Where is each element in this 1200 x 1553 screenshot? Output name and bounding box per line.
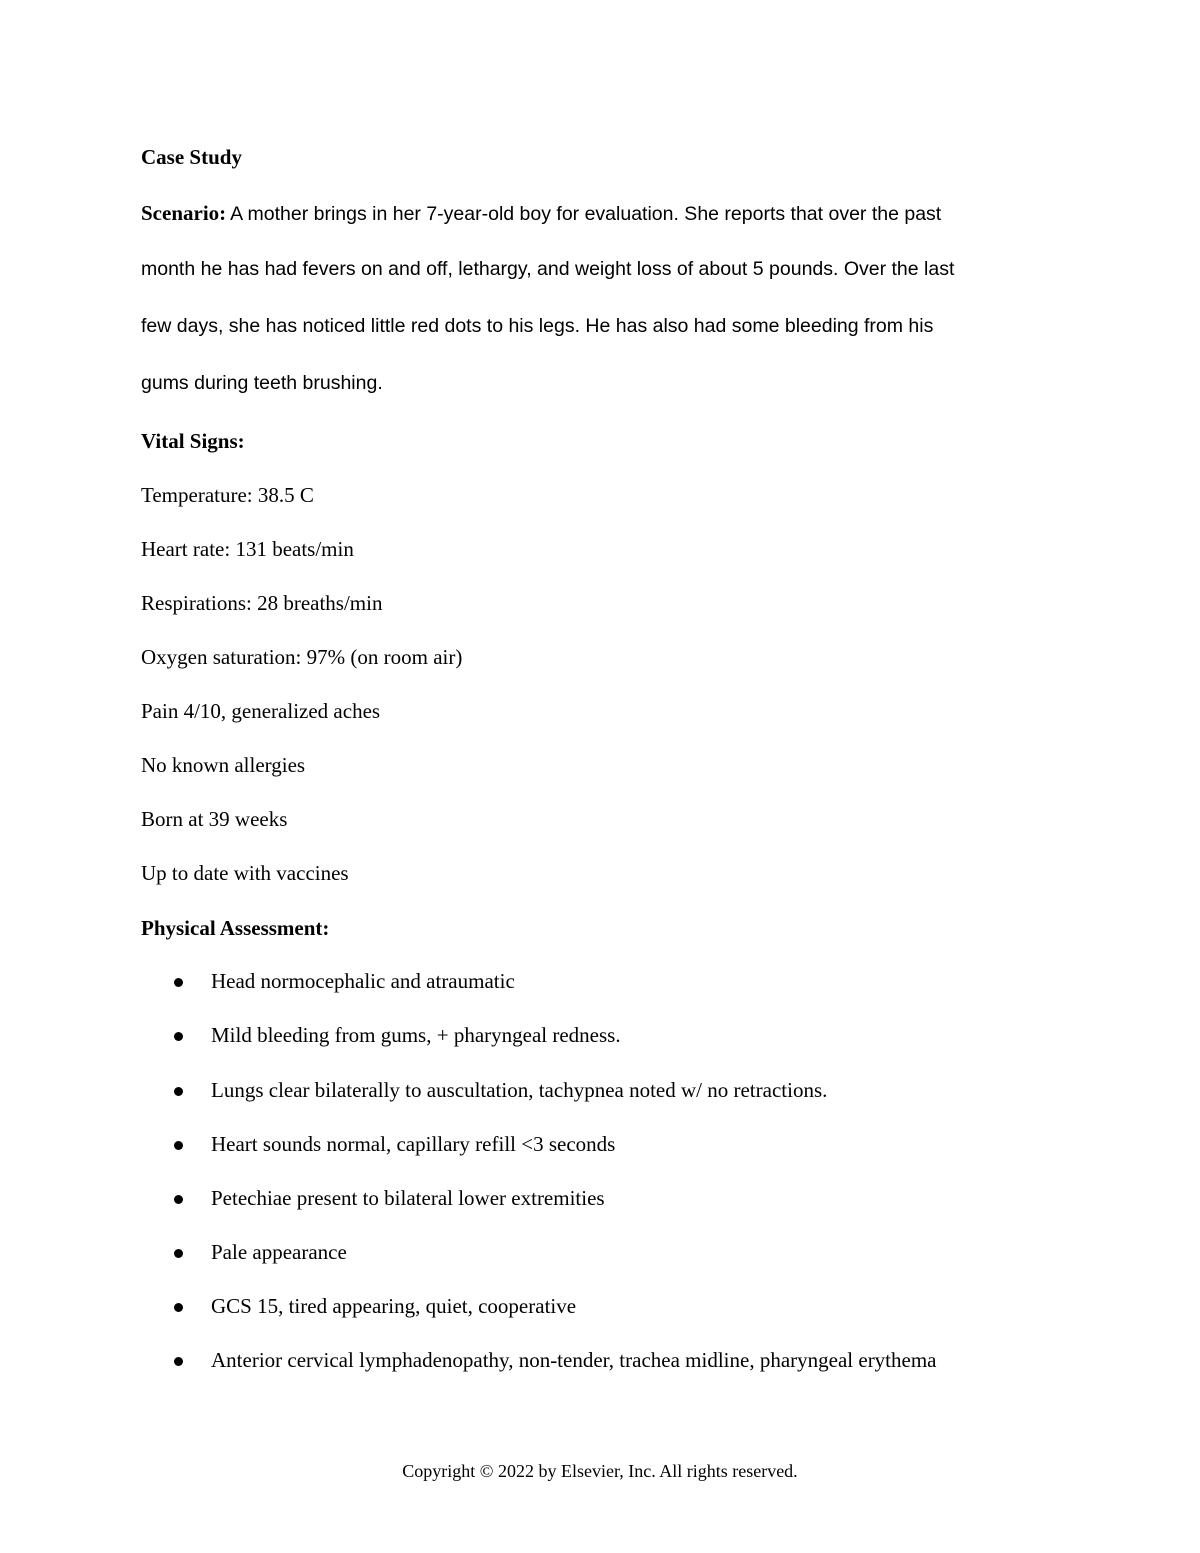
scenario-text: A mother brings in her 7-year-old boy for evaluation. She reports that over the past — [230, 203, 942, 225]
assessment-item: GCS 15, tired appearing, quiet, cooperative — [211, 1294, 577, 1318]
assessment-item: Pale appearance — [211, 1240, 347, 1264]
bullet-icon — [174, 1357, 183, 1366]
bullet-icon — [174, 1141, 183, 1150]
bullet-icon — [174, 1087, 183, 1096]
vital-sign-item: Oxygen saturation: 97% (on room air) — [141, 645, 463, 669]
case-study-title: Case Study — [141, 145, 242, 169]
vital-sign-item: Born at 39 weeks — [141, 807, 288, 831]
scenario-label: Scenario: — [141, 201, 227, 225]
scenario-line-2: month he has had fevers on and off, lethargy, and weight loss of about 5 pounds. Over the last — [141, 258, 955, 280]
assessment-item: Anterior cervical lymphadenopathy, non-tender, trachea midline, pharyngeal erythema — [211, 1348, 937, 1372]
assessment-item: Petechiae present to bilateral lower extremities — [211, 1186, 605, 1210]
vital-sign-item: Respirations: 28 breaths/min — [141, 591, 383, 615]
assessment-item: Head normocephalic and atraumatic — [211, 969, 515, 993]
bullet-icon — [174, 1249, 183, 1258]
bullet-icon — [174, 1032, 183, 1041]
vital-signs-heading: Vital Signs: — [141, 429, 245, 453]
vital-sign-item: Heart rate: 131 beats/min — [141, 537, 354, 561]
assessment-item: Heart sounds normal, capillary refill <3 seconds — [211, 1132, 616, 1156]
vital-sign-item: Pain 4/10, generalized aches — [141, 699, 381, 723]
assessment-item: Lungs clear bilaterally to auscultation, tachypnea noted w/ no retractions. — [211, 1078, 828, 1102]
bullet-icon — [174, 1195, 183, 1204]
bullet-icon — [174, 978, 183, 987]
bullet-icon — [174, 1303, 183, 1312]
physical-assessment-heading: Physical Assessment: — [141, 916, 330, 940]
scenario-line-4: gums during teeth brushing. — [141, 372, 383, 394]
assessment-item: Mild bleeding from gums, + pharyngeal redness. — [211, 1023, 621, 1047]
scenario-line-1 — [141, 203, 941, 225]
vital-sign-item: No known allergies — [141, 753, 306, 777]
vital-sign-item: Up to date with vaccines — [141, 861, 349, 885]
vital-sign-item: Temperature: 38.5 C — [141, 483, 314, 507]
copyright-footer: Copyright © 2022 by Elsevier, Inc. All rights reserved. — [402, 1461, 798, 1481]
scenario-line-3: few days, she has noticed little red dots to his legs. He has also had some bleeding from his — [141, 315, 934, 337]
